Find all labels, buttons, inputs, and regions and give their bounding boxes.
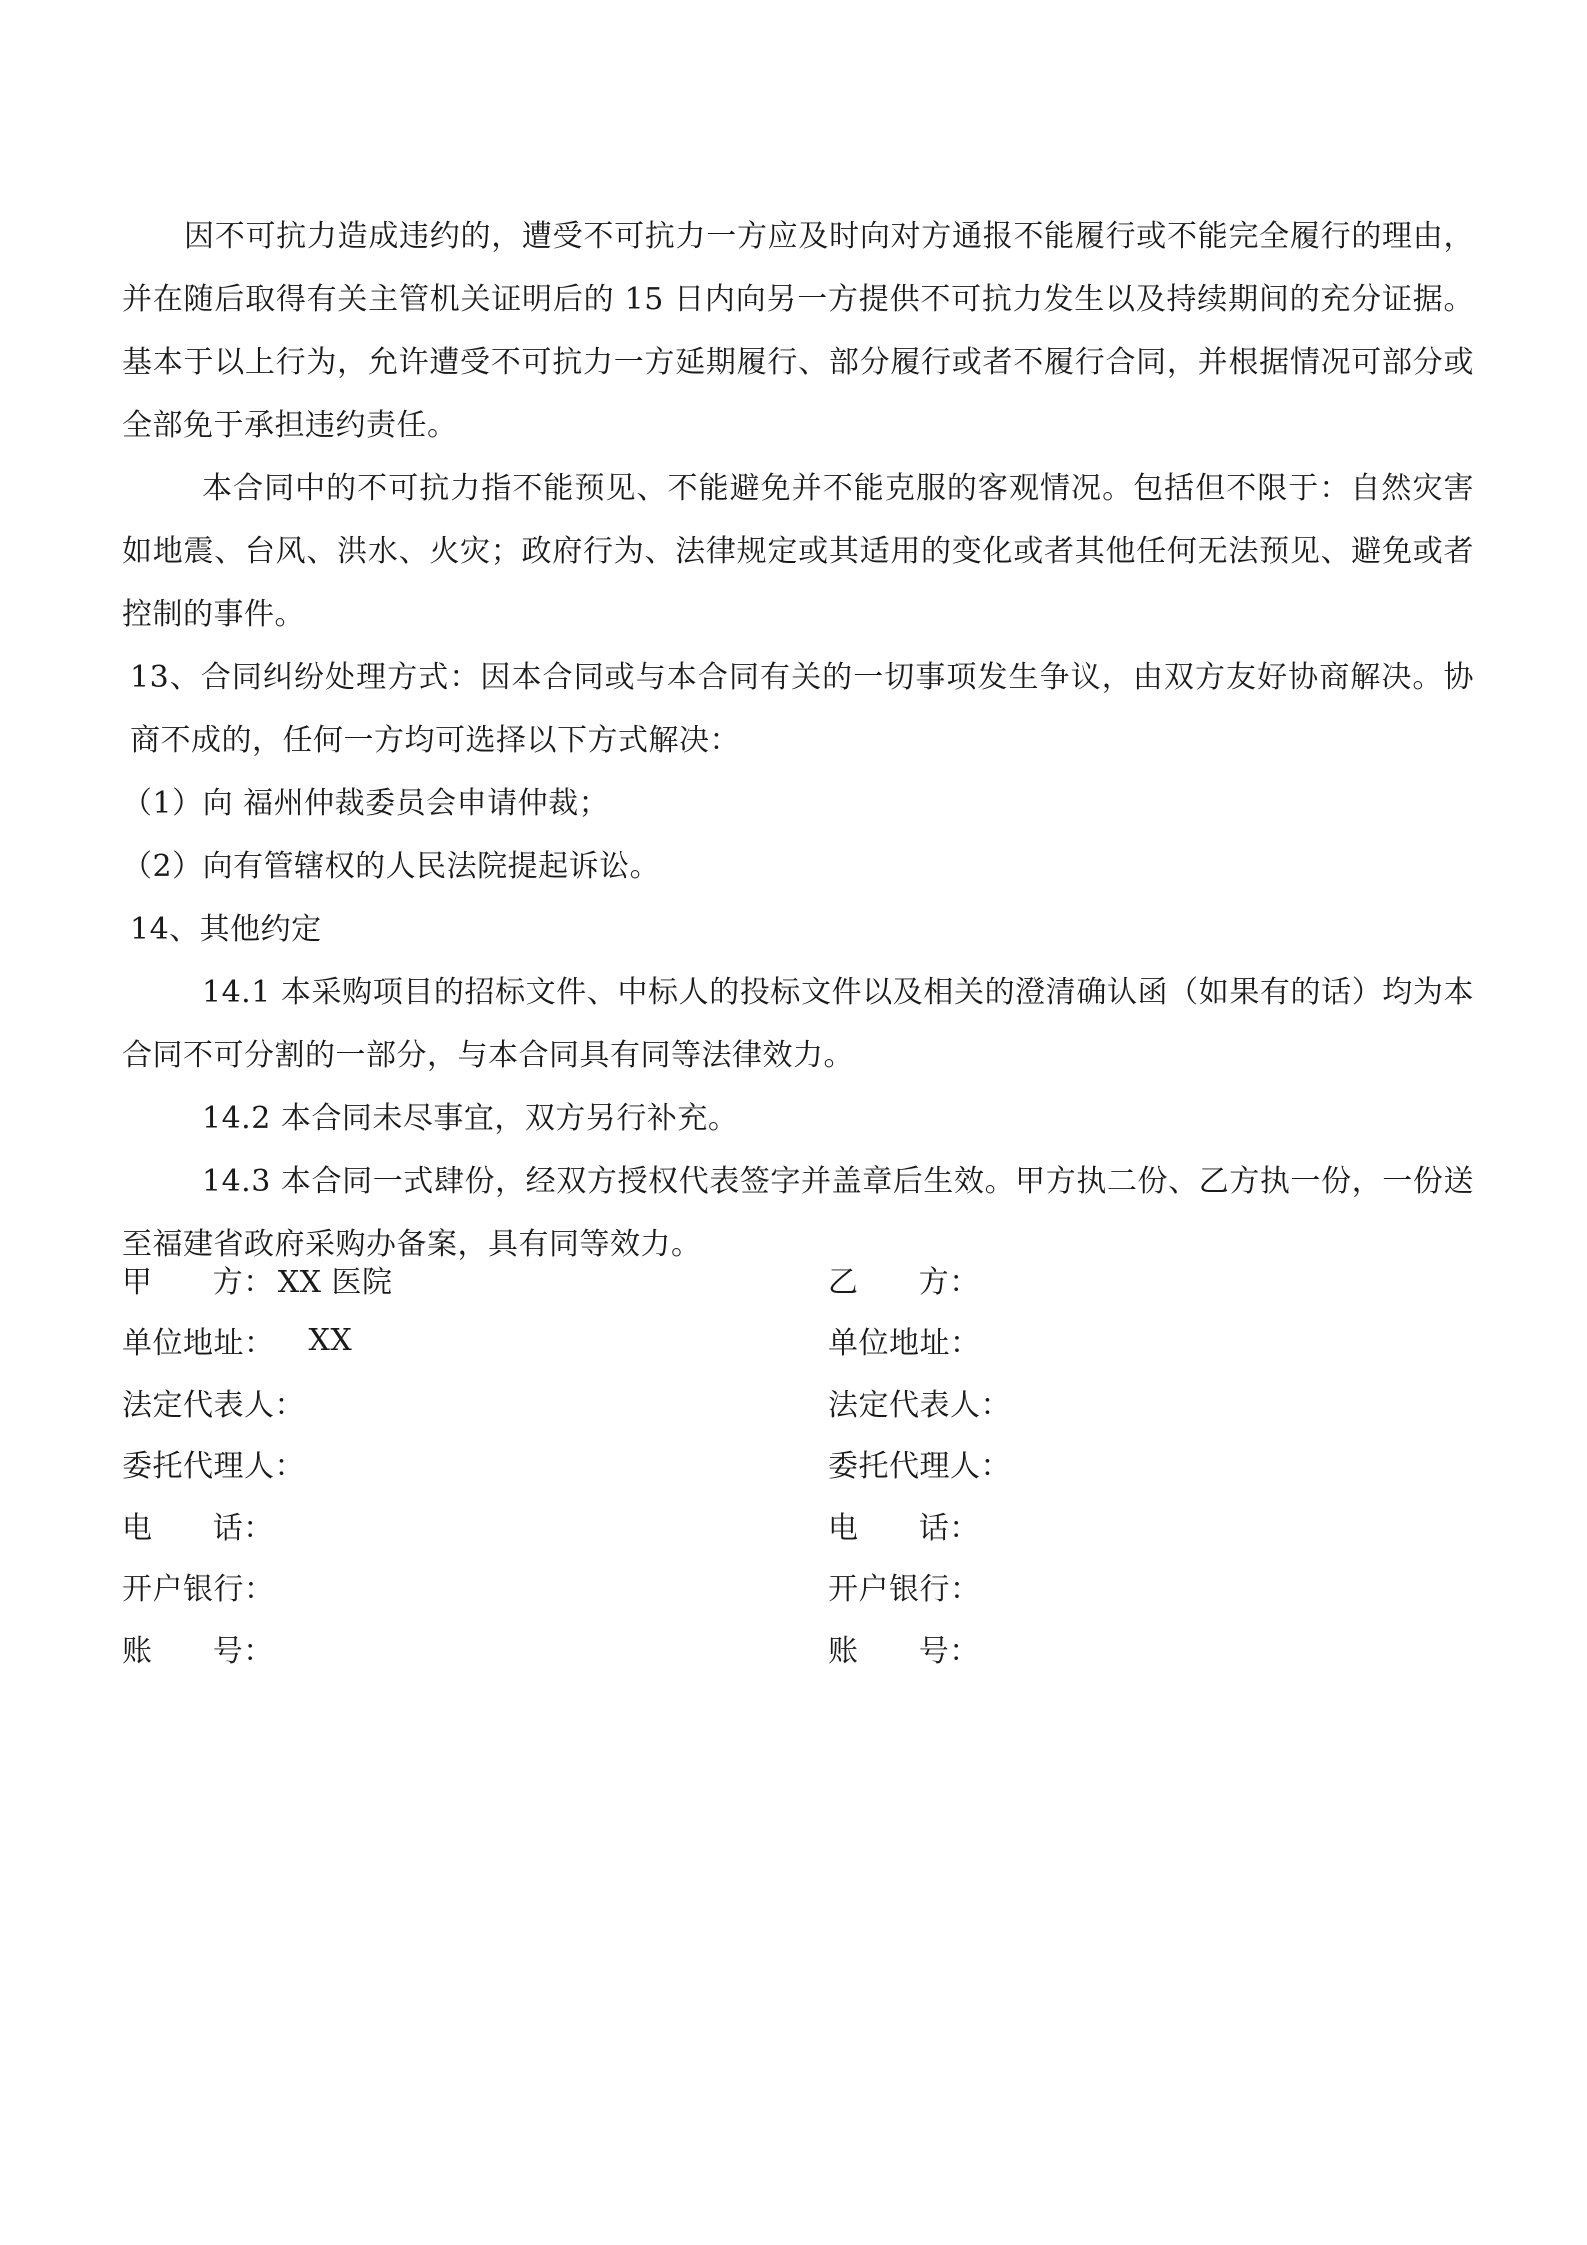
party-b-agent-label: 委托代理人： (828, 1449, 1011, 1485)
party-a-address-value: XX (308, 1322, 353, 1358)
signature-row-bank (122, 1556, 1474, 1618)
party-b-agent (828, 1441, 1474, 1485)
dispute-option-2: （2）向有管辖权的人民法院提起诉讼。 (122, 849, 661, 884)
party-a-label: 甲 方： (122, 1264, 274, 1300)
party-b-bank (828, 1564, 1474, 1608)
party-b-account-label: 账 号： (828, 1633, 980, 1669)
party-b-account (828, 1626, 1474, 1670)
party-b-legal-rep (828, 1380, 1474, 1424)
party-a-phone-label: 电 话： (122, 1510, 274, 1546)
party-a-address-label: 单位地址： (122, 1326, 275, 1362)
party-b-phone-label: 电 话： (828, 1510, 980, 1546)
signature-row-party (122, 1248, 1474, 1310)
party-a-legal-rep (122, 1380, 828, 1424)
signature-row-agent (122, 1433, 1474, 1495)
clause-14-heading: 14、其他约定 (130, 912, 322, 947)
signature-block (122, 1248, 1474, 1679)
party-a-phone (122, 1503, 828, 1547)
force-majeure-paragraph: 因不可抗力造成违约的，遭受不可抗力一方应及时向对方通报不能履行或不能完全履行的理由，并在随后取得有关主管机关证明后的 15 日内向另一方提供不可抗力发生以及持续期间的充分证据。基本于以上行为，允许遭受不可抗力一方延期履行、部分履行或者不履行合同，并根据情况可部分或全部免于承担违约责任。 (122, 219, 1474, 443)
signature-row-account (122, 1617, 1474, 1679)
party-a-title (122, 1257, 828, 1301)
clause-14-2: 14.2 本合同未尽事宜，双方另行补充。 (202, 1101, 739, 1136)
party-a-account-label: 账 号： (122, 1633, 274, 1669)
contract-body (122, 205, 1474, 1276)
party-a-name: XX 医院 (277, 1264, 393, 1300)
clause-13-dispute: 13、合同纠纷处理方式：因本合同或与本合同有关的一切事项发生争议，由双方友好协商解决。协商不成的，任何一方均可选择以下方式解决： (130, 660, 1474, 758)
signature-row-legal-rep (122, 1371, 1474, 1433)
signature-row-address (122, 1310, 1474, 1372)
dispute-option-1: （1）向 福州仲裁委员会申请仲裁； (122, 786, 610, 821)
party-a-agent-label: 委托代理人： (122, 1449, 305, 1485)
party-b-title (828, 1257, 1474, 1301)
party-a-account (122, 1626, 828, 1670)
party-a-bank-label: 开户银行： (122, 1572, 275, 1608)
party-a-bank (122, 1564, 828, 1608)
party-a-legal-rep-label: 法定代表人： (122, 1387, 305, 1423)
party-b-bank-label: 开户银行： (828, 1572, 981, 1608)
signature-row-phone (122, 1494, 1474, 1556)
party-a-address (122, 1318, 828, 1362)
party-b-legal-rep-label: 法定代表人： (828, 1387, 1011, 1423)
party-b-phone (828, 1503, 1474, 1547)
clause-14-3: 14.3 本合同一式肆份，经双方授权代表签字并盖章后生效。甲方执二份、乙方执一份，一份送至福建省政府采购办备案，具有同等效力。 (122, 1164, 1474, 1262)
force-majeure-definition: 本合同中的不可抗力指不能预见、不能避免并不能克服的客观情况。包括但不限于：自然灾害如地震、台风、洪水、火灾；政府行为、法律规定或其适用的变化或者其他任何无法预见、避免或者控制的事件。 (122, 471, 1474, 632)
party-b-address-label: 单位地址： (828, 1326, 981, 1362)
party-a-agent (122, 1441, 828, 1485)
party-b-address (828, 1318, 1474, 1362)
party-b-label: 乙 方： (828, 1264, 980, 1300)
clause-14-1: 14.1 本采购项目的招标文件、中标人的投标文件以及相关的澄清确认函（如果有的话）均为本合同不可分割的一部分，与本合同具有同等法律效力。 (122, 975, 1474, 1073)
